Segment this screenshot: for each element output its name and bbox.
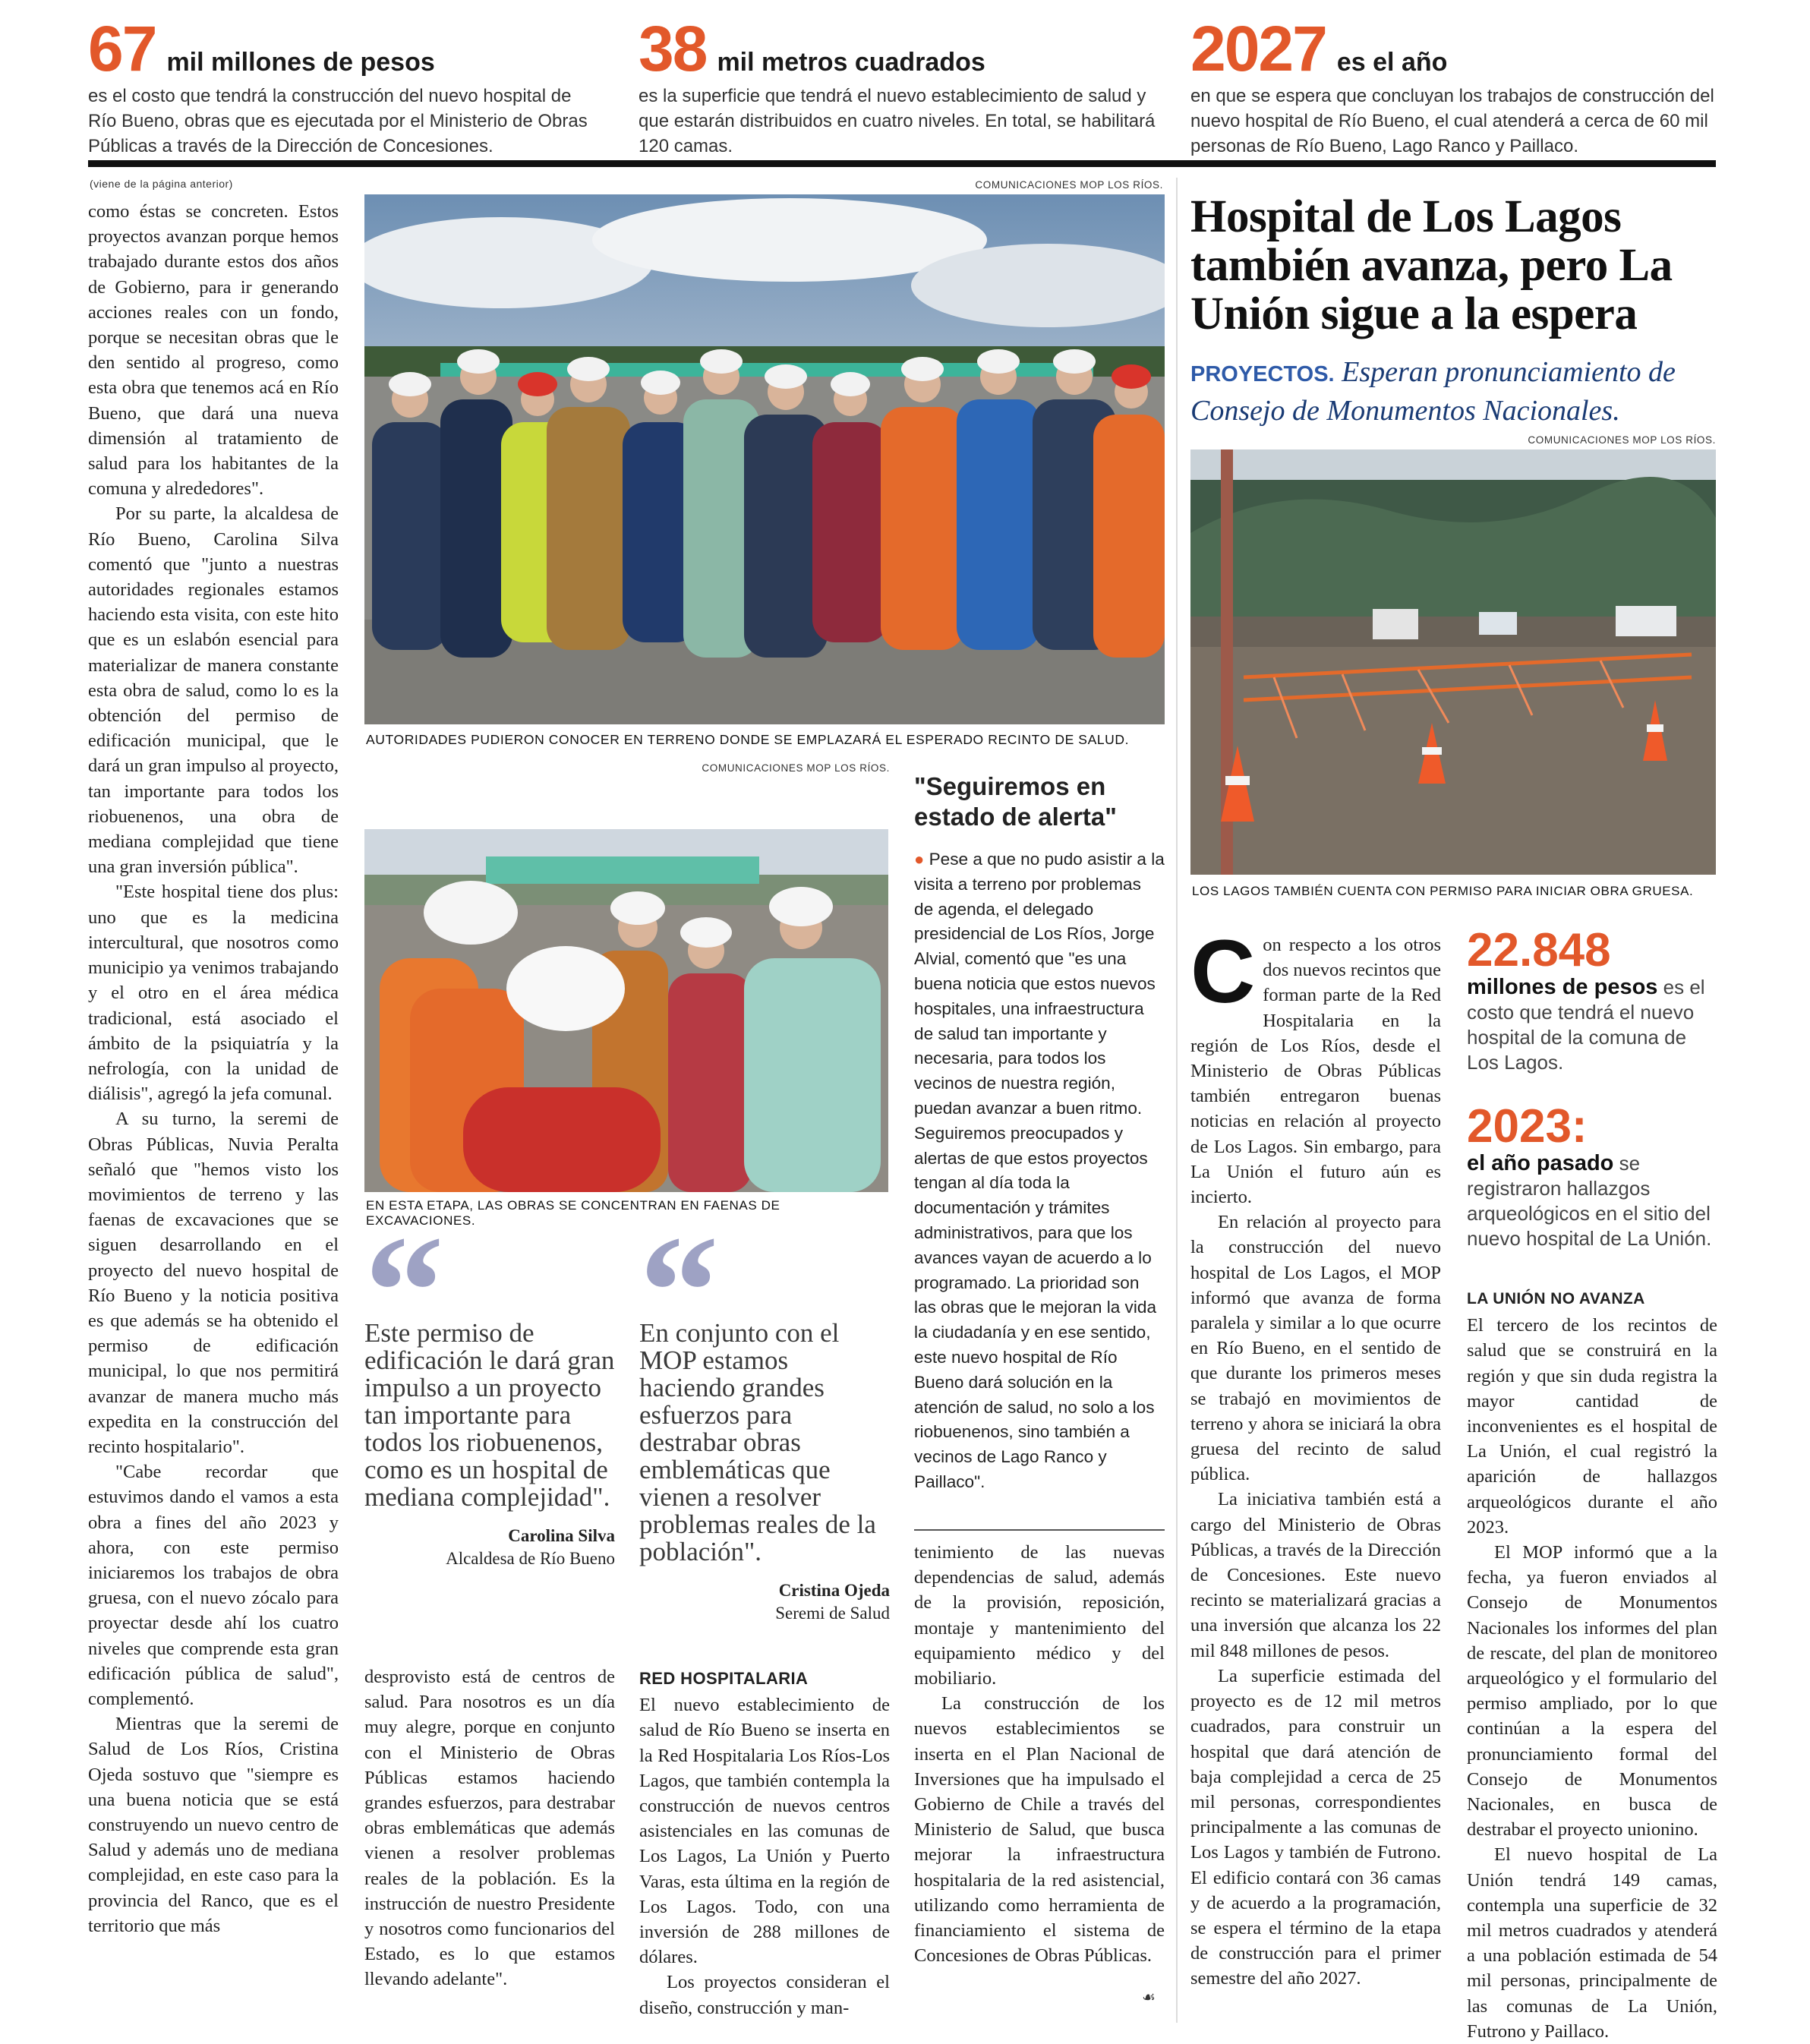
side-stat-desc: se registraron hallazgos arqueológicos en el sitio del nuevo hospital de La Unión.	[1467, 1152, 1712, 1250]
stat-block-3	[1190, 13, 1722, 159]
stat-unit: mil millones de pesos	[166, 48, 435, 77]
quote-mark-icon	[639, 1235, 890, 1311]
stat-unit: mil metros cuadrados	[717, 48, 985, 77]
top-divider	[88, 160, 1716, 167]
paragraph: desprovisto está de centros de salud. Para nosotros es un día muy alegre, porque en conjunto con el Ministerio de Obras Públicas estamos haciendo grandes esfuerzos, para destrabar obras emblemáticas que además vienen a resolver problemas reales de la población. Es la instrucción de nuestro Presidente y nosotros como funcionarios del Estado, es lo que estamos llevando adelante".	[364, 1667, 615, 1990]
section-subheading: RED HOSPITALARIA	[639, 1669, 809, 1688]
paragraph: El tercero de los recintos de salud que se construirá en la región y que sin duda registra la mayor cantidad de inconvenientes es el hospital de La Unión, el cual registró la aparición de hallazgos arqueológicos durante el año 2023.	[1467, 1315, 1717, 1538]
photo-caption: EN ESTA ETAPA, LAS OBRAS SE CONCENTRAN EN FAENAS DE EXCAVACIONES.	[366, 1198, 780, 1228]
photo-credit: COMUNICACIONES MOP LOS RÍOS.	[702, 762, 890, 774]
paragraph: El MOP informó que a la fecha, ya fueron enviados al Consejo de Monumentos Nacionales los informes del plan de rescate, del plan de monitoreo arqueológico y el formulario del permiso ampliado, por lo que continúan a la espera del pronunciamiento formal del Consejo de Monumentos Nacionales, en busca de destrabar el proyecto unionino.	[1467, 1542, 1717, 1841]
paragraph: La construcción de los nuevos establecimientos se inserta en el Plan Nacional de Inversiones que ha impulsado el Gobierno de Chile a través del Ministerio de Salud, que busca mejorar la infraestructura hospitalaria de la red asistencial, utilizando como herramienta de financiamiento el sistema de Concesiones de Obras Públicas.	[914, 1693, 1165, 1967]
photo-credit: COMUNICACIONES MOP LOS RÍOS.	[1528, 434, 1716, 446]
side-stat-number: 22.848	[1467, 924, 1611, 976]
paragraph: El nuevo establecimiento de salud de Río Bueno se inserta en la Red Hospitalaria Los Ríos-Los Lagos, que también contempla la construcción de nuevos centros asistenciales en las comunas de Los Lagos, La Unión y Puerto Varas, esta última en la región de Los Lagos. Todo, con una inversión de 288 millones de dólares.	[639, 1695, 890, 1968]
article-column-1	[88, 199, 339, 1938]
group-photo	[364, 194, 1165, 724]
bullet-icon: ●	[914, 850, 925, 869]
red-hospitalaria-section	[639, 1666, 890, 2020]
stat-description: es el costo que tendrá la construcción del nuevo hospital de Río Bueno, obras que es ejecutada por el Ministerio de Obras Públicas a través de la Dirección de Concesiones.	[88, 86, 588, 156]
column-separator	[1176, 178, 1178, 2023]
quote-text: En conjunto con el MOP estamos haciendo grandes esfuerzos para destrabar obras emblemáticas que vienen a resolver problemas reales de la población".	[639, 1318, 876, 1566]
article-column-4-bottom	[914, 1540, 1165, 1968]
paragraph: "Este hospital tiene dos plus: uno que es la medicina intercultural, que nosotros como municipio ya venimos trabajando y el otro en el área médica tradicional, está asociado el ámbito de la psiquiatría y la nefrología, con la unidad de diálisis", agregó la jefa comunal.	[88, 882, 339, 1105]
paragraph: A su turno, la seremi de Obras Públicas, Nuvia Peralta señaló que "hemos visto los movimientos de terreno y las faenas de excavaciones que se siguen desarrollando en el proyecto del nuevo hospital de Río Bueno y la noticia positiva es que además se ha obtenido el permiso de edificación municipal, lo que nos permitirá avanzar de manera mucho más expedita en la construcción del recinto hospitalario".	[88, 1109, 339, 1457]
paragraph: tenimiento de las nuevas dependencias de salud, además de la provisión, reposición, montaje y mantenimiento del equipamiento médico y del mobiliario.	[914, 1542, 1165, 1689]
paragraph: Por su parte, la alcaldesa de Río Bueno, Carolina Silva comentó que "junto a nuestras autoridades regionales estamos haciendo esta visita, con este hito que es un eslabón esencial para materializar de manera constante esta obra de salud, como lo es la obtención del permiso de edificación municipal, que le dará un gran impulso al proyecto, tan importante para todos los riobuenenos, una obra de mediana complejidad que tiene una gran inversión pública".	[88, 503, 339, 878]
la-union-section	[1467, 1286, 1717, 2044]
stat-number: 38	[639, 13, 707, 84]
pull-quote-1	[364, 1235, 615, 1569]
section-subheading: LA UNIÓN NO AVANZA	[1467, 1290, 1645, 1307]
paragraph: Mientras que la seremi de Salud de Los Ríos, Cristina Ojeda sostuvo que "siempre es una buena noticia que se está construyendo un nuevo centro de Salud y además uno de mediana complejidad, en este caso para la provincia del Ranco, que es el territorio que más	[88, 1714, 339, 1936]
side-stat-bold: millones de pesos	[1467, 975, 1658, 999]
paragraph: Los proyectos consideran el diseño, construcción y man-	[639, 1972, 890, 2018]
story-body-column-1	[1190, 922, 1441, 1992]
photo-credit: COMUNICACIONES MOP LOS RÍOS.	[975, 179, 1163, 191]
section-tag: PROYECTOS.	[1190, 362, 1335, 386]
side-stat-text	[1467, 975, 1717, 1075]
excavation-photo	[364, 829, 888, 1192]
quote-author: Cristina Ojeda	[778, 1581, 890, 1600]
paragraph-text: on respecto a los otros dos nuevos recintos que forman parte de la Red Hospitalaria en la región de Los Ríos, desde el Ministerio de Obras Públicas también entregaron buenas noticias en relación al proyecto de Los Lagos. Sin embargo, para La Unión el futuro aún es incierto.	[1190, 935, 1441, 1208]
side-stat-2	[1467, 1102, 1717, 1251]
stat-number: 2027	[1190, 13, 1326, 84]
photo-caption: LOS LAGOS TAMBIÉN CUENTA CON PERMISO PARA INICIAR OBRA GRUESA.	[1192, 884, 1694, 898]
drop-cap: C	[1190, 922, 1256, 1022]
paragraph: La superficie estimada del proyecto es de 12 mil metros cuadrados, para construir un hospital que dará atención de baja complejidad a cerca de 25 mil personas, correspondientes principalmente a las comunas de Los Lagos y también de Futrono. El edificio contará con 36 camas y de acuerdo a la programación, se espera el término de la etapa de construcción para el primer semestre del año 2027.	[1190, 1665, 1441, 1989]
quote-text: Este permiso de edificación le dará gran impulso a un proyecto tan importante para todos los riobuenenos, como es un hospital de mediana complejidad".	[364, 1318, 615, 1512]
end-mark-icon: ☙	[1142, 1988, 1156, 2006]
stat-block-2	[639, 13, 1170, 159]
photo-caption: AUTORIDADES PUDIERON CONOCER EN TERRENO DONDE SE EMPLAZARÁ EL ESPERADO RECINTO DE SALUD.	[366, 732, 1130, 747]
story-headline: Hospital de Los Lagos también avanza, pero La Unión sigue a la espera	[1190, 191, 1673, 339]
quote-author-role: Seremi de Salud	[775, 1604, 890, 1623]
side-stat-bold: el año pasado	[1467, 1151, 1614, 1175]
paragraph: La iniciativa también está a cargo del Ministerio de Obras Públicas, a través de la Dirección de Concesiones. Este nuevo recinto se materializará gracias a una inversión que alcanza los 22 mil 848 millones de pesos.	[1190, 1489, 1441, 1661]
stat-unit: es el año	[1336, 48, 1448, 77]
side-stat-desc: es el costo que tendrá el nuevo hospital de la comuna de Los Lagos.	[1467, 976, 1705, 1074]
stat-block-1	[88, 13, 604, 159]
continued-note: (viene de la página anterior)	[90, 178, 233, 190]
pull-quote-2	[639, 1235, 890, 1623]
alerta-title: "Seguiremos en estado de alerta"	[914, 772, 1117, 831]
paragraph: como éstas se concreten. Estos proyectos avanzan porque hemos trabajado durante estos dos años de Gobierno, para ir generando acciones reales con un fondo, porque se necesitan obras que le den sentido al progreso, como esta obra que tenemos acá en Río Bueno, que dará una nueva dimensión al tratamiento de salud para los habitantes de la comuna y alrededores".	[88, 201, 339, 500]
construction-site-photo	[1190, 449, 1716, 875]
side-stat-number: 2023:	[1467, 1100, 1588, 1153]
column-divider	[914, 1529, 1165, 1531]
paragraph: "Cabe recordar que estuvimos dando el vamos a esta obra a fines del año 2023 y ahora, con este permiso iniciaremos los trabajos de obra gruesa, con el nuevo zócalo para proyectar desde ahí los cuatro niveles que comprende esta gran edificación pública de salud", complementó.	[88, 1462, 339, 1709]
stat-number: 67	[88, 13, 156, 84]
quote-author-role: Alcaldesa de Río Bueno	[446, 1549, 615, 1568]
article-column-2-bottom	[364, 1664, 615, 1992]
side-stat-1	[1467, 926, 1717, 1075]
story-kicker	[1190, 354, 1722, 429]
alerta-section	[914, 771, 1165, 1495]
side-stat-text	[1467, 1151, 1717, 1251]
kicker-text: Esperan pronunciamiento de Consejo de Monumentos Nacionales.	[1190, 356, 1676, 427]
quote-mark-icon	[364, 1235, 615, 1311]
stat-description: en que se espera que concluyan los trabajos de construcción del nuevo hospital de Río Bueno, el cual atenderá a cerca de 60 mil personas de Río Bueno, Lago Ranco y Paillaco.	[1190, 86, 1714, 156]
paragraph: En relación al proyecto para la construcción del nuevo hospital de Los Lagos, el MOP informó que avanza de forma paralela y similar a lo que ocurre en Río Bueno, en el sentido de que durante los primeros meses se trabajó en movimientos de terreno y ahora se iniciará la obra gruesa del recinto de salud pública.	[1190, 1212, 1441, 1485]
paragraph	[1190, 922, 1441, 1210]
alerta-body	[914, 847, 1165, 1495]
stat-description: es la superficie que tendrá el nuevo establecimiento de salud y que estarán distribuidos en cuatro niveles. En total, se habilitará 120 camas.	[639, 86, 1156, 156]
paragraph: El nuevo hospital de La Unión tendrá 149 camas, contempla una superficie de 32 mil metros cuadrados y atenderá a una población estimada de 54 mil personas, principalmente de las comunas de La Unión, Futrono y Paillaco.	[1467, 1844, 1717, 2042]
quote-author: Carolina Silva	[508, 1526, 615, 1545]
alerta-text: Pese a que no pudo asistir a la visita a terreno por problemas de agenda, el delegado presidencial de Los Ríos, Jorge Alvial, comentó que "es una buena noticia que estos nuevos hospitales, una infraestructura de salud tan importante y necesaria, para todos los vecinos de nuestra región, puedan avanzar a buen ritmo. Seguiremos preocupados y alertas de que estos proyectos tengan al día toda la documentación y trámites administrativos, para que los avances vayan de acuerdo a lo programado. La prioridad son las obras que le mejoran la vida la ciudadanía y en ese sentido, este nuevo hospital de Río Bueno dará solución en la atención de salud, no solo a los riobuenenos, sino también a vecinos de Lago Ranco y Paillaco".	[914, 850, 1165, 1491]
